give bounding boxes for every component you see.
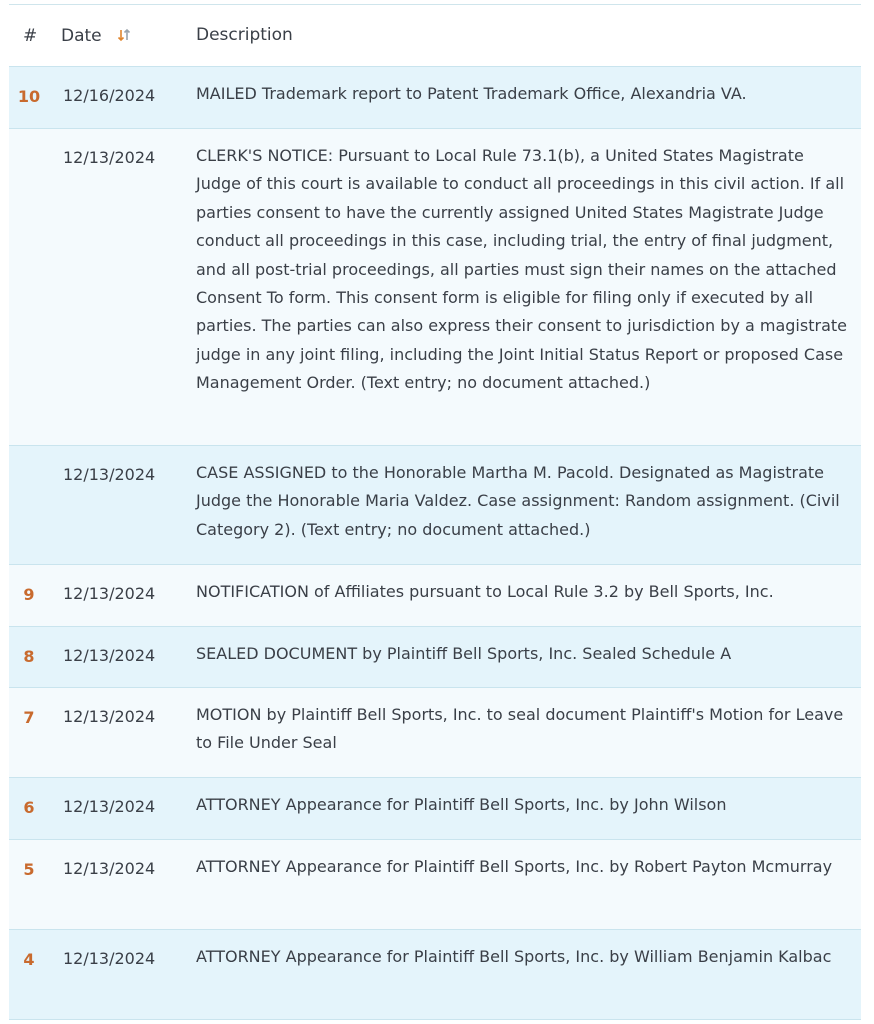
- header-description: Description: [196, 25, 293, 46]
- table-row[interactable]: [9, 565, 861, 627]
- entry-description: ATTORNEY Appearance for Plaintiff Bell Sports, Inc. by John Wilson: [196, 795, 727, 814]
- table-row[interactable]: [9, 67, 861, 129]
- sort-arrows-icon[interactable]: [117, 28, 131, 42]
- entry-number[interactable]: 6: [23, 798, 35, 817]
- entry-number[interactable]: 7: [23, 708, 35, 727]
- entry-description: NOTIFICATION of Affiliates pursuant to Local Rule 3.2 by Bell Sports, Inc.: [196, 582, 774, 601]
- entry-number[interactable]: 5: [23, 860, 35, 879]
- entry-description: CASE ASSIGNED to the Honorable Martha M. Pacold. Designated as Magistrate Judge the Honorable Maria Valdez. Case assignment: Random assignment. (Civil Category 2). (Text entry; no document attached.): [196, 463, 840, 539]
- entry-date: 12/13/2024: [63, 646, 156, 665]
- table-row[interactable]: [9, 627, 861, 688]
- entry-number[interactable]: 10: [17, 87, 41, 106]
- entry-date: 12/13/2024: [63, 465, 156, 484]
- entry-description: SEALED DOCUMENT by Plaintiff Bell Sports, Inc. Sealed Schedule A: [196, 644, 732, 663]
- entry-number: [9, 446, 49, 564]
- entry-number[interactable]: 9: [23, 585, 35, 604]
- entry-date: 12/13/2024: [63, 584, 156, 603]
- entry-date: 12/13/2024: [63, 148, 156, 167]
- header-date[interactable]: [49, 26, 196, 46]
- entry-number: [9, 129, 49, 445]
- table-row[interactable]: [9, 840, 861, 930]
- entry-description: MOTION by Plaintiff Bell Sports, Inc. to seal document Plaintiff's Motion for Leave to File Under Seal: [196, 705, 844, 753]
- table-row[interactable]: [9, 446, 861, 565]
- table-header: [9, 5, 861, 67]
- table-row[interactable]: [9, 930, 861, 1020]
- entry-number[interactable]: 4: [23, 950, 35, 969]
- entry-date: 12/13/2024: [63, 797, 156, 816]
- docket-table: [9, 4, 861, 1020]
- entry-date: 12/13/2024: [63, 949, 156, 968]
- entry-description: ATTORNEY Appearance for Plaintiff Bell Sports, Inc. by William Benjamin Kalbac: [196, 947, 832, 966]
- header-number: #: [23, 25, 38, 46]
- header-date-label: Date: [61, 25, 102, 46]
- entry-date: 12/16/2024: [63, 86, 156, 105]
- entry-date: 12/13/2024: [63, 859, 156, 878]
- table-row[interactable]: [9, 778, 861, 840]
- table-row[interactable]: [9, 129, 861, 446]
- entry-description: MAILED Trademark report to Patent Trademark Office, Alexandria VA.: [196, 84, 747, 103]
- entry-date: 12/13/2024: [63, 707, 156, 726]
- entry-description: ATTORNEY Appearance for Plaintiff Bell Sports, Inc. by Robert Payton Mcmurray: [196, 857, 833, 876]
- entry-description: CLERK'S NOTICE: Pursuant to Local Rule 73.1(b), a United States Magistrate Judge of this court is available to conduct all proceedings in this civil action. If all parties consent to have the currently assigned United States Magistrate Judge conduct all proceedings in this case, including trial, the entry of final judgment, and all post-trial proceedings, all parties must sign their names on the attached Consent To form. This consent form is eligible for filing only if executed by all parties. The parties can also express their consent to jurisdiction by a magistrate judge in any joint filing, including the Joint Initial Status Report or proposed Case Management Order. (Text entry; no document attached.): [196, 146, 847, 393]
- entry-number[interactable]: 8: [23, 647, 35, 666]
- table-row[interactable]: [9, 688, 861, 778]
